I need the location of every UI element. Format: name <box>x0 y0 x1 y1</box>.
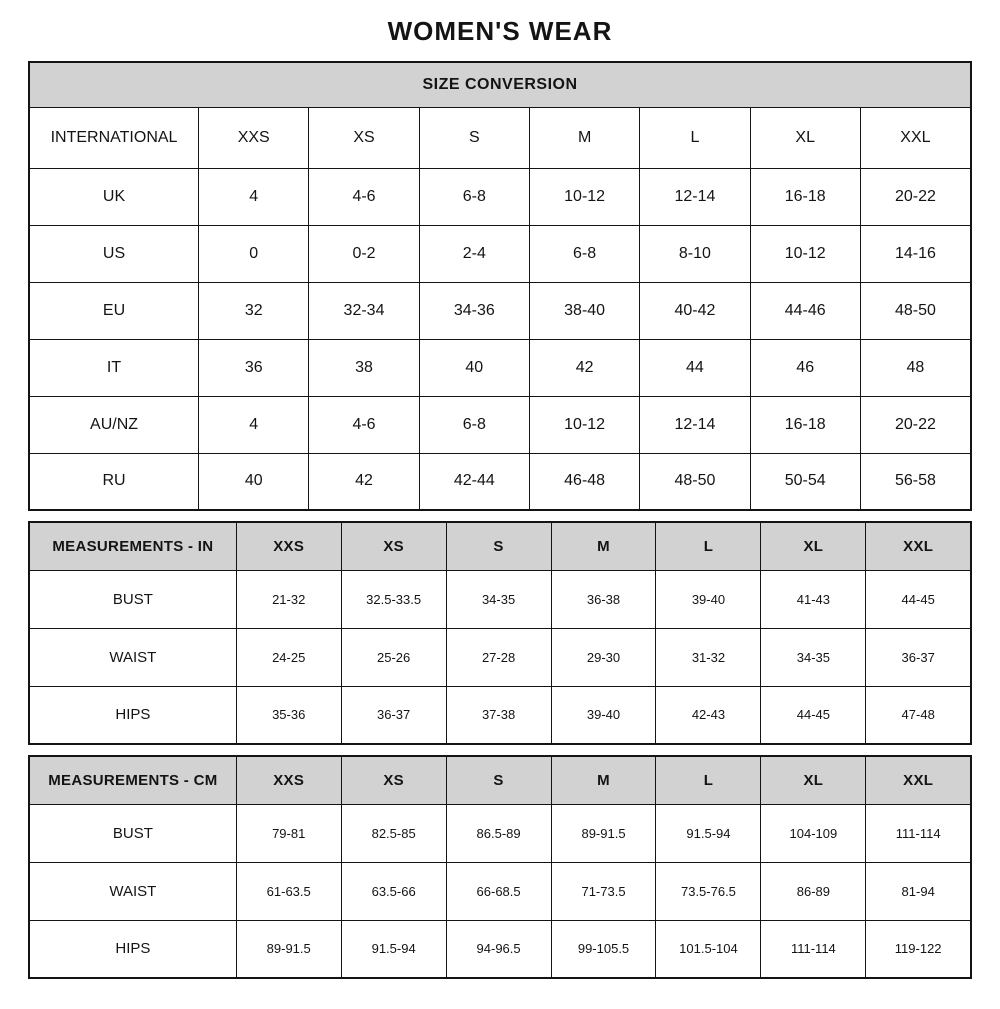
row-label-it: IT <box>29 339 199 396</box>
measurement-cell: 31-32 <box>656 628 761 686</box>
size-cell: 16-18 <box>750 168 860 225</box>
size-cell: 10-12 <box>529 396 639 453</box>
measurement-cell: 73.5-76.5 <box>656 862 761 920</box>
size-cell: 8-10 <box>640 225 750 282</box>
size-cell: 40-42 <box>640 282 750 339</box>
size-cell: 50-54 <box>750 453 860 510</box>
measurement-cell: 91.5-94 <box>341 920 446 978</box>
measurement-cell: 111-114 <box>761 920 866 978</box>
row-label-eu: EU <box>29 282 199 339</box>
size-cell: 44 <box>640 339 750 396</box>
column-header-xl: XL <box>761 756 866 804</box>
column-header-l: L <box>656 522 761 570</box>
size-cell: 40 <box>199 453 309 510</box>
measurement-cell: 66-68.5 <box>446 862 551 920</box>
size-cell: 48-50 <box>640 453 750 510</box>
size-cell: 6-8 <box>419 168 529 225</box>
size-cell: 12-14 <box>640 396 750 453</box>
row-label-bust: BUST <box>29 570 236 628</box>
size-cell: 38 <box>309 339 419 396</box>
measurement-cell: 89-91.5 <box>551 804 656 862</box>
size-cell: 2-4 <box>419 225 529 282</box>
table-row <box>29 686 971 744</box>
column-header-m: M <box>529 107 639 168</box>
measurement-cell: 119-122 <box>866 920 971 978</box>
size-cell: 42 <box>529 339 639 396</box>
table-row <box>29 107 971 168</box>
size-conversion-table <box>28 61 972 511</box>
size-cell: 32-34 <box>309 282 419 339</box>
row-label-bust: BUST <box>29 804 236 862</box>
column-header-xxl: XXL <box>860 107 971 168</box>
size-cell: 6-8 <box>529 225 639 282</box>
size-cell: 10-12 <box>529 168 639 225</box>
size-cell: 46-48 <box>529 453 639 510</box>
size-cell: 40 <box>419 339 529 396</box>
column-header-s: S <box>419 107 529 168</box>
column-header-xxs: XXS <box>236 522 341 570</box>
measurement-cell: 36-38 <box>551 570 656 628</box>
size-cell: 42-44 <box>419 453 529 510</box>
size-cell: 0-2 <box>309 225 419 282</box>
measurement-cell: 86.5-89 <box>446 804 551 862</box>
size-cell: 38-40 <box>529 282 639 339</box>
size-cell: 48 <box>860 339 971 396</box>
column-header-xs: XS <box>341 756 446 804</box>
measurement-cell: 24-25 <box>236 628 341 686</box>
measurement-cell: 44-45 <box>866 570 971 628</box>
column-header-international: INTERNATIONAL <box>29 107 199 168</box>
measurement-cell: 34-35 <box>761 628 866 686</box>
row-label-hips: HIPS <box>29 686 236 744</box>
size-cell: 36 <box>199 339 309 396</box>
row-label-waist: WAIST <box>29 628 236 686</box>
table-row <box>29 453 971 510</box>
column-header-xxs: XXS <box>199 107 309 168</box>
measurements-cm-table <box>28 755 972 979</box>
page-title: WOMEN'S WEAR <box>387 16 613 46</box>
column-header-m: M <box>551 522 656 570</box>
measurement-cell: 21-32 <box>236 570 341 628</box>
table-row <box>29 282 971 339</box>
column-header-l: L <box>656 756 761 804</box>
measurement-cell: 104-109 <box>761 804 866 862</box>
table-row <box>29 396 971 453</box>
row-label-waist: WAIST <box>29 862 236 920</box>
table-row <box>29 862 971 920</box>
measurement-cell: 34-35 <box>446 570 551 628</box>
table-row <box>29 920 971 978</box>
table-row <box>29 522 971 570</box>
measurement-cell: 39-40 <box>551 686 656 744</box>
table-row <box>29 62 971 107</box>
size-cell: 16-18 <box>750 396 860 453</box>
measurement-cell: 111-114 <box>866 804 971 862</box>
measurement-cell: 94-96.5 <box>446 920 551 978</box>
size-cell: 44-46 <box>750 282 860 339</box>
measurement-cell: 39-40 <box>656 570 761 628</box>
measurement-cell: 36-37 <box>341 686 446 744</box>
measurement-cell: 71-73.5 <box>551 862 656 920</box>
measurement-cell: 86-89 <box>761 862 866 920</box>
size-cell: 32 <box>199 282 309 339</box>
size-conversion-title: SIZE CONVERSION <box>29 62 971 107</box>
size-cell: 10-12 <box>750 225 860 282</box>
size-cell: 4 <box>199 396 309 453</box>
measurement-cell: 27-28 <box>446 628 551 686</box>
measurement-cell: 42-43 <box>656 686 761 744</box>
column-header-xs: XS <box>309 107 419 168</box>
table-row <box>29 570 971 628</box>
measurement-cell: 82.5-85 <box>341 804 446 862</box>
column-header-s: S <box>446 756 551 804</box>
row-label-hips: HIPS <box>29 920 236 978</box>
column-header-s: S <box>446 522 551 570</box>
column-header-xl: XL <box>761 522 866 570</box>
column-header-xxs: XXS <box>236 756 341 804</box>
column-header-xxl: XXL <box>866 756 971 804</box>
column-header-m: M <box>551 756 656 804</box>
measurement-cell: 61-63.5 <box>236 862 341 920</box>
table-row <box>29 628 971 686</box>
row-label-uk: UK <box>29 168 199 225</box>
size-cell: 12-14 <box>640 168 750 225</box>
table-row <box>29 756 971 804</box>
measurement-cell: 79-81 <box>236 804 341 862</box>
measurement-cell: 91.5-94 <box>656 804 761 862</box>
row-label-us: US <box>29 225 199 282</box>
size-cell: 6-8 <box>419 396 529 453</box>
column-header-xs: XS <box>341 522 446 570</box>
size-cell: 4-6 <box>309 168 419 225</box>
size-cell: 46 <box>750 339 860 396</box>
table-row <box>29 225 971 282</box>
measurement-cell: 101.5-104 <box>656 920 761 978</box>
measurement-cell: 99-105.5 <box>551 920 656 978</box>
size-cell: 34-36 <box>419 282 529 339</box>
size-cell: 56-58 <box>860 453 971 510</box>
measurements-in-table <box>28 521 972 745</box>
measurements-in-title: MEASUREMENTS - IN <box>29 522 236 570</box>
measurement-cell: 32.5-33.5 <box>341 570 446 628</box>
size-cell: 42 <box>309 453 419 510</box>
row-label-ru: RU <box>29 453 199 510</box>
size-cell: 4-6 <box>309 396 419 453</box>
measurement-cell: 36-37 <box>866 628 971 686</box>
table-row <box>29 339 971 396</box>
size-cell: 20-22 <box>860 396 971 453</box>
size-cell: 48-50 <box>860 282 971 339</box>
measurements-cm-title: MEASUREMENTS - CM <box>29 756 236 804</box>
measurement-cell: 37-38 <box>446 686 551 744</box>
measurement-cell: 89-91.5 <box>236 920 341 978</box>
size-cell: 4 <box>199 168 309 225</box>
measurement-cell: 25-26 <box>341 628 446 686</box>
measurement-cell: 29-30 <box>551 628 656 686</box>
column-header-xxl: XXL <box>866 522 971 570</box>
measurement-cell: 81-94 <box>866 862 971 920</box>
measurement-cell: 35-36 <box>236 686 341 744</box>
column-header-l: L <box>640 107 750 168</box>
size-cell: 20-22 <box>860 168 971 225</box>
measurement-cell: 41-43 <box>761 570 866 628</box>
table-row <box>29 804 971 862</box>
row-label-aunz: AU/NZ <box>29 396 199 453</box>
size-cell: 0 <box>199 225 309 282</box>
measurement-cell: 63.5-66 <box>341 862 446 920</box>
size-cell: 14-16 <box>860 225 971 282</box>
measurement-cell: 44-45 <box>761 686 866 744</box>
measurement-cell: 47-48 <box>866 686 971 744</box>
column-header-xl: XL <box>750 107 860 168</box>
table-row <box>29 168 971 225</box>
